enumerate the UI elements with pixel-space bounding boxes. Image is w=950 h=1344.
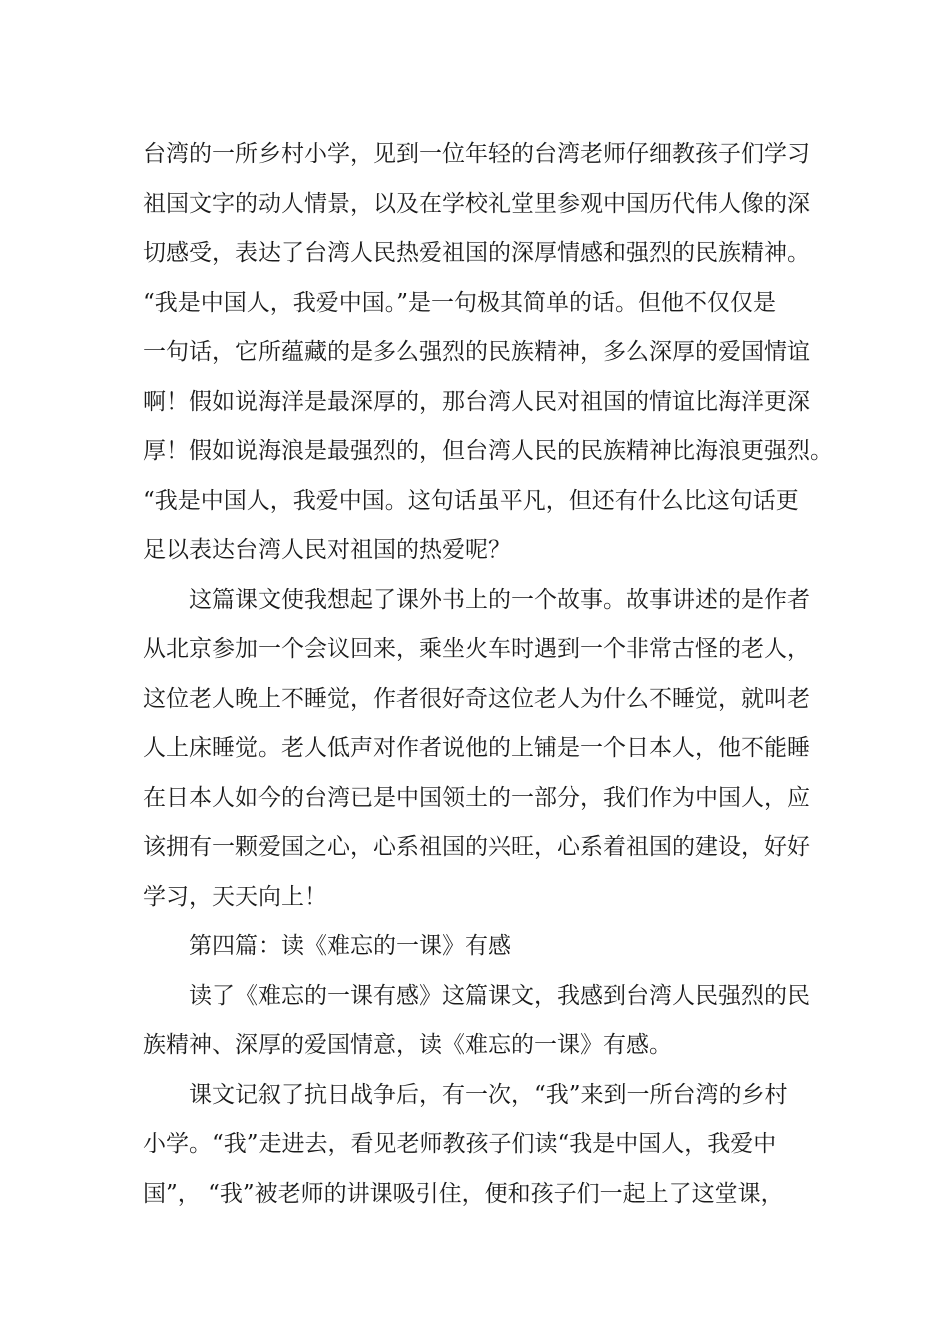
text-line: 一句话，它所蕴藏的是多么强烈的民族精神，多么深厚的爱国情谊 [143, 339, 810, 365]
text-line: 小学。“我”走进去，看见老师教孩子们读“我是中国人，我爱中 [143, 1131, 777, 1157]
text-line: 族精神、深厚的爱国情意，读《难忘的一课》有感。 [143, 1032, 672, 1058]
text-line: 在日本人如今的台湾已是中国领土的一部分，我们作为中国人，应 [143, 784, 810, 811]
text-line: “我是中国人，我爱中国。”是一句极其简单的话。但他不仅仅是 [143, 289, 777, 316]
text-line: 人上床睡觉。老人低声对作者说他的上铺是一个日本人，他不能睡 [143, 735, 810, 761]
text-line: 该拥有一颗爱国之心，心系祖国的兴旺，心系着祖国的建设，好好 [143, 834, 810, 860]
text-line: 厚！假如说海浪是最强烈的，但台湾人民的民族精神比海浪更强烈。 [143, 438, 833, 464]
paragraph-start-line: 课文记叙了抗日战争后，有一次，“我”来到一所台湾的乡村 [189, 1081, 788, 1108]
section-heading: 第四篇：读《难忘的一课》有感 [189, 933, 511, 959]
paragraph-start-line: 读了《难忘的一课有感》这篇课文，我感到台湾人民强烈的民 [189, 982, 810, 1009]
text-line: 台湾的一所乡村小学，见到一位年轻的台湾老师仔细教孩子们学习 [143, 141, 810, 167]
text-line: 这位老人晚上不睡觉，作者很好奇这位老人为什么不睡觉，就叫老 [143, 685, 810, 712]
paragraph-start-line: 这篇课文使我想起了课外书上的一个故事。故事讲述的是作者 [189, 586, 810, 613]
text-line: 学习，天天向上！ [143, 883, 327, 910]
text-line: 切感受，表达了台湾人民热爱祖国的深厚情感和强烈的民族精神。 [143, 240, 810, 266]
text-line: 从北京参加一个会议回来，乘坐火车时遇到一个非常古怪的老人， [143, 636, 810, 662]
text-line: “我是中国人，我爱中国。这句话虽平凡，但还有什么比这句话更 [143, 487, 799, 514]
text-line: 啊！假如说海洋是最深厚的，那台湾人民对祖国的情谊比海洋更深 [143, 388, 810, 415]
body-text [143, 130, 833, 1219]
text-line: 祖国文字的动人情景，以及在学校礼堂里参观中国历代伟人像的深 [143, 190, 810, 217]
text-line: 足以表达台湾人民对祖国的热爱呢？ [143, 537, 511, 563]
text-line: 国”， “我”被老师的讲课吸引住，便和孩子们一起上了这堂课， [143, 1180, 784, 1207]
